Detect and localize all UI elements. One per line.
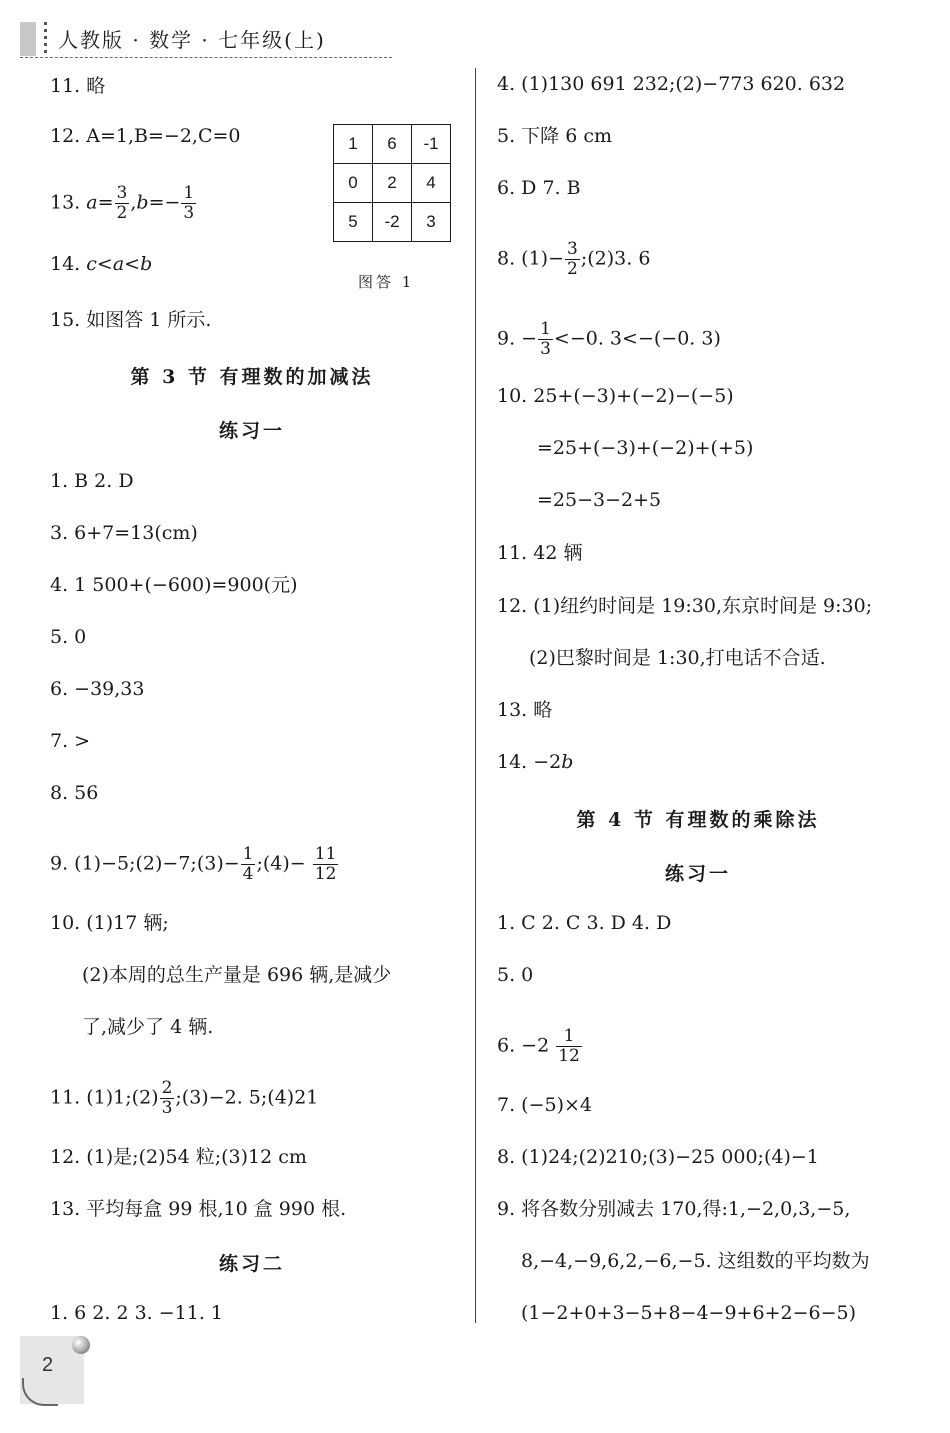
header-dots: [44, 22, 47, 56]
grid-cell: -2: [373, 203, 412, 242]
answer-line: =25+(−3)+(−2)+(+5): [537, 437, 754, 459]
grid-cell: 1: [334, 125, 373, 164]
exercise-title: 练习一: [664, 863, 732, 885]
answer-line: 4. (1)130 691 232;(2)−773 620. 632: [497, 73, 846, 95]
answer-line: 1. B 2. D: [50, 470, 134, 492]
answer-line: 14. c<a<b: [50, 253, 153, 275]
grid-cell: 2: [373, 164, 412, 203]
answer-line: 4. 1 500+(−600)=900(元): [50, 574, 298, 596]
answer-line: 1. C 2. C 3. D 4. D: [497, 912, 672, 934]
answer-line: (2)巴黎时间是 1:30,打电话不合适.: [529, 647, 826, 669]
grid-row: [334, 164, 451, 203]
answer-line: 8. 56: [50, 782, 99, 804]
exercise-title: 练习一: [218, 420, 286, 442]
answer-line: 11. 略: [50, 75, 106, 97]
answer-line: 8. (1)24;(2)210;(3)−25 000;(4)−1: [497, 1146, 819, 1168]
answer-line: 9. (1)−5;(2)−7;(3)− $\frac{1}{4}$ ;(4)− $\frac{11}{12}$: [50, 844, 337, 884]
figure-grid: [333, 124, 451, 242]
answer-line: 6. −39,33: [50, 678, 145, 700]
answer-line: 10. 25+(−3)+(−2)−(−5): [497, 385, 734, 407]
answer-line: 12. (1)是;(2)54 粒;(3)12 cm: [50, 1146, 307, 1168]
answer-line: 3. 6+7=13(cm): [50, 522, 198, 544]
answer-line: 了,减少了 4 辆.: [82, 1016, 214, 1038]
fraction: $\frac{1}{3}$: [183, 183, 195, 223]
answer-line: (1−2+0+3−5+8−4−9+6+2−6−5): [521, 1302, 857, 1324]
grid-cell: 3: [412, 203, 451, 242]
answer-line: =25−3−2+5: [537, 489, 662, 511]
answer-line: 5. 下降 6 cm: [497, 125, 612, 147]
answer-line: 10. (1)17 辆;: [50, 912, 169, 934]
answer-line: 9. − $\frac{1}{3}$ <−0. 3<−(−0. 3): [497, 319, 721, 359]
section-title: 第 4 节 有理数的乘除法: [576, 809, 820, 831]
grid-cell: 0: [334, 164, 373, 203]
answer-line: 7. >: [50, 730, 91, 752]
exercise-title: 练习二: [218, 1253, 286, 1275]
header-bar: [20, 22, 36, 56]
answer-line: 1. 6 2. 2 3. −11. 1: [50, 1302, 224, 1324]
answer-line: 12. (1)纽约时间是 19:30,东京时间是 9:30;: [497, 595, 873, 617]
decorative-ball-icon: [72, 1336, 90, 1354]
column-divider: [475, 68, 476, 1323]
fraction: $\frac{1}{4}$: [242, 844, 254, 884]
answer-line: 7. (−5)×4: [497, 1094, 593, 1116]
section-title: 第 3 节 有理数的加减法: [130, 366, 374, 388]
answer-line: 13. 平均每盒 99 根,10 盒 990 根.: [50, 1198, 347, 1220]
grid-cell: 6: [373, 125, 412, 164]
answer-line: 8,−4,−9,6,2,−6,−5. 这组数的平均数为: [521, 1250, 870, 1272]
answer-line: (2)本周的总生产量是 696 辆,是减少: [82, 964, 392, 986]
fraction: $\frac{3}{2}$: [116, 183, 128, 223]
figure-caption: 图答 1: [358, 273, 415, 291]
answer-line: 8. (1)− $\frac{3}{2}$ ;(2)3. 6: [497, 239, 651, 279]
answer-line: 5. 0: [50, 626, 87, 648]
fraction: $\frac{1}{12}$: [558, 1026, 580, 1066]
grid-row: [334, 125, 451, 164]
fraction: $\frac{2}{3}$: [161, 1078, 173, 1118]
grid-cell: -1: [412, 125, 451, 164]
answer-line: 14. −2b: [497, 751, 574, 773]
grid-cell: 4: [412, 164, 451, 203]
answer-line: 15. 如图答 1 所示.: [50, 309, 212, 331]
page-header-title: 人教版 · 数学 · 七年级(上): [58, 28, 326, 52]
answer-line: 6. −2 $\frac{1}{12}$: [497, 1026, 580, 1066]
answer-line: 12. A=1,B=−2,C=0: [50, 125, 241, 147]
answer-line: 13. a= $\frac{3}{2}$ ,b=− $\frac{1}{3}$: [50, 183, 195, 223]
answer-line: 6. D 7. B: [497, 177, 581, 199]
answer-line: 9. 将各数分别减去 170,得:1,−2,0,3,−5,: [497, 1198, 851, 1220]
answer-line: 5. 0: [497, 964, 534, 986]
fraction: $\frac{3}{2}$: [567, 239, 578, 279]
grid-row: [334, 203, 451, 242]
header-rule: [20, 57, 392, 58]
answer-line: 13. 略: [497, 699, 553, 721]
fraction: $\frac{1}{3}$: [540, 319, 551, 359]
grid-cell: 5: [334, 203, 373, 242]
answer-line: 11. 42 辆: [497, 542, 583, 564]
page-number: 2: [42, 1354, 54, 1376]
fraction: $\frac{11}{12}$: [314, 844, 337, 884]
answer-line: 11. (1)1;(2) $\frac{2}{3}$ ;(3)−2. 5;(4)21: [50, 1078, 319, 1118]
